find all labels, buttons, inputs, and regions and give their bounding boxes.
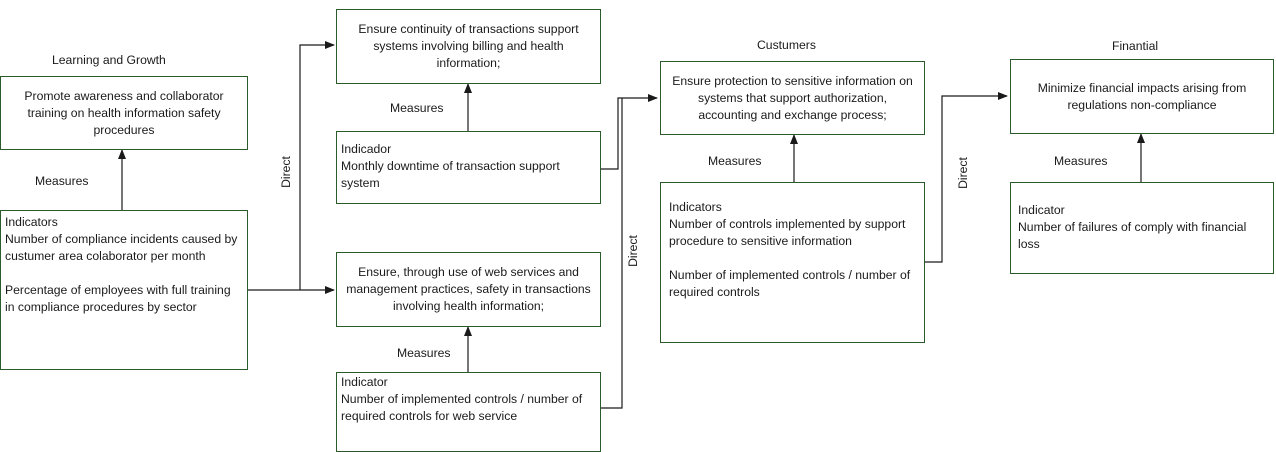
objective-protection-text: Ensure protection to sensitive information on systems that support authorization, accounting and exchange process; [672,73,913,122]
direct-arrow-continuity-to-protection [600,98,657,169]
objective-web-safety-text: Ensure, through use of web services and management practices, safety in transactions involving health information; [346,265,591,313]
indicator-continuity: Indicador Monthly downtime of transaction support system [336,131,601,204]
header-learning-and-growth: Learning and Growth [52,53,166,67]
objective-web-safety [336,252,601,327]
objective-continuity [336,9,601,84]
measures-label-continuity: Measures [390,101,444,115]
measures-label-protection: Measures [708,154,762,168]
objective-financial [1010,59,1274,134]
indicator-web-safety: Indicator Number of implemented controls / number of required controls for web service [336,372,601,452]
indicator-financial: Indicator Number of failures of comply with financial loss [1010,182,1274,274]
indicator-protection: Indicators Number of controls implemented by support procedure to sensitive information Number of implemented controls / number of required controls [660,182,925,343]
objective-continuity-text: Ensure continuity of transactions support systems involving billing and health information; [358,22,579,70]
indicator-learning: Indicators Number of compliance incidents caused by custumer area colaborator per month Percentage of employees with full training in compliance procedures by sector [0,210,248,370]
direct-label-web: Direct [625,235,640,267]
objective-learning [0,76,248,150]
objective-financial-text: Minimize financial impacts arising from regulations non-compliance [1037,80,1247,112]
header-customers: Custumers [757,38,816,52]
objective-learning-text: Promote awareness and collaborator training on health information safety procedures [24,88,224,137]
measures-label-learning: Measures [35,174,89,188]
objective-protection [660,61,925,135]
measures-label-web-safety: Measures [397,346,451,360]
measures-label-financial: Measures [1054,154,1108,168]
direct-arrow-to-continuity [300,45,334,290]
direct-label-learning: Direct [278,156,293,188]
direct-label-financial: Direct [955,157,970,189]
header-financial: Finantial [1112,39,1159,53]
direct-arrow-web-to-protection [600,98,622,408]
